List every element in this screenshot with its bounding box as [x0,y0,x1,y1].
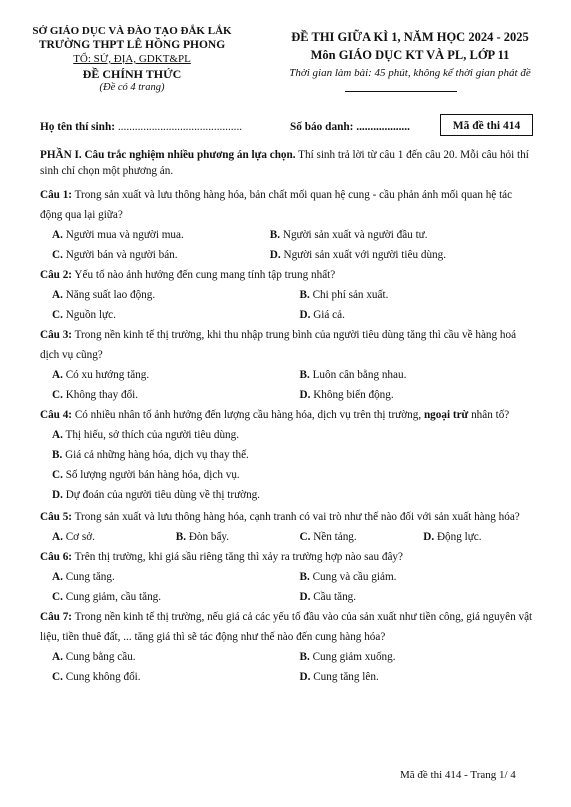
question-emphasis: ngoại trừ [423,409,469,421]
option-d[interactable]: D. Giá cả. [299,309,345,321]
school-name: TRƯỜNG THPT LÊ HỒNG PHONG [38,39,226,51]
question-5-options [40,527,535,547]
question-text: Trên thị trường, khi giá sầu riêng tăng thì xảy ra trường hợp nào sau đây? [72,551,403,563]
option-d[interactable]: D. Dự đoán của người tiêu dùng về thị trường. [52,489,261,501]
candidate-number-line [290,121,410,133]
part-1-description: Thí sinh trả lời từ câu 1 đến câu 20. Mỗi câu hỏi thí sinh chỉ chọn một phương án. [40,149,529,177]
school-header [12,24,252,95]
question-text: Trong sản xuất và lưu thông hàng hóa, cạnh tranh có vai trò như thế nào đối với sản xuất hàng hóa? [72,511,520,523]
question-7 [40,607,535,647]
pages-note: (Đề có 4 trang) [99,82,165,93]
question-4 [40,405,535,425]
option-b[interactable]: B. Chi phí sản xuất. [299,289,389,301]
question-1-options [40,225,535,245]
question-label: Câu 1: [40,189,73,201]
question-7-options [40,647,535,667]
group-name: TỔ: SỬ, ĐỊA, GDKT&PL [73,53,191,65]
option-a[interactable]: A. Cung bằng cầu. [52,651,136,663]
option-d[interactable]: D. Không biến động. [299,389,394,401]
exam-title: ĐỀ THI GIỮA KÌ 1, NĂM HỌC 2024 - 2025 [291,30,529,44]
part-1-title: PHẦN I. Câu trắc nghiệm nhiều phương án lựa chọn. [40,149,296,161]
option-b[interactable]: B. Cung và cầu giảm. [299,571,397,583]
question-1 [40,185,535,225]
question-label: Câu 7: [40,611,73,623]
option-b[interactable]: B. Luôn cân bằng nhau. [299,369,407,381]
question-6-options [40,567,535,587]
question-2-options [40,285,535,305]
option-a[interactable]: A. Người mua và người mua. [52,229,184,241]
part-1-intro [40,147,535,179]
option-b[interactable]: B. Đòn bẩy. [175,531,230,543]
question-2-options-row2 [40,305,535,325]
option-a[interactable]: A. Có xu hướng tăng. [52,369,150,381]
question-label: Câu 4: [40,409,73,421]
option-c[interactable]: C. Số lượng người bán hàng hóa, dịch vụ. [52,469,240,481]
subject-title: Môn GIÁO DỤC KT VÀ PL, LỚP 11 [310,48,510,62]
question-1-options-row2 [40,245,535,265]
option-d[interactable]: D. Cầu tăng. [299,591,357,603]
option-a[interactable]: A. Cung tăng. [52,571,115,583]
option-d[interactable]: D. Động lực. [423,531,482,543]
question-6-options-row2 [40,587,535,607]
question-label: Câu 3: [40,329,73,341]
option-b[interactable]: B. Người sản xuất và người đầu tư. [269,229,428,241]
option-a[interactable]: A. Thị hiếu, sở thích của người tiêu dùng. [52,429,240,441]
department-name: SỞ GIÁO DỤC VÀ ĐÀO TẠO ĐẮK LẮK [32,25,232,37]
question-text-end: nhân tố? [468,409,510,421]
question-label: Câu 2: [40,269,73,281]
option-a[interactable]: A. Cơ sở. [52,531,95,543]
question-7-options-row2 [40,667,535,687]
exam-header [255,28,565,82]
option-c[interactable]: C. Không thay đổi. [52,389,139,401]
question-text: Yếu tố nào ảnh hưởng đến cung mang tính tập trung nhất? [72,269,336,281]
question-3-options [40,365,535,385]
option-b[interactable]: B. Cung giảm xuống. [299,651,396,663]
option-d[interactable]: D. Người sản xuất với người tiêu dùng. [269,249,447,261]
option-c[interactable]: C. Nền tảng. [299,531,357,543]
candidate-name-label: Họ tên thí sinh: [40,121,116,133]
question-label: Câu 6: [40,551,73,563]
option-c[interactable]: C. Người bán và người bán. [52,249,178,261]
question-text: Trong sản xuất và lưu thông hàng hóa, bản chất mối quan hệ cung - cầu phản ánh mối quan hệ tác động qua lại giữa? [40,189,513,221]
candidate-number-dots: ................... [353,121,410,133]
option-c[interactable]: C. Nguồn lực. [52,309,116,321]
time-note: Thời gian làm bài: 45 phút, không kể thời gian phát đề [289,67,531,79]
option-c[interactable]: C. Cung giảm, cầu tăng. [52,591,162,603]
option-a[interactable]: A. Năng suất lao động. [52,289,156,301]
option-c[interactable]: C. Cung không đổi. [52,671,141,683]
question-3-options-row2 [40,385,535,405]
option-b[interactable]: B. Giá cả những hàng hóa, dịch vụ thay thế. [52,449,249,461]
question-3 [40,325,535,365]
question-2 [40,265,535,285]
question-6 [40,547,535,567]
candidate-number-label: Số báo danh: [290,121,354,133]
exam-content [40,147,535,687]
question-text: Trong nền kinh tế thị trường, khi thu nhập trung bình của người tiêu dùng tăng thì cầu về hàng hoá dịch vụ cũng? [40,329,517,361]
page-footer: Mã đề thi 414 - Trang 1/ 4 [400,769,516,781]
candidate-name-dots: ............................................ [115,121,243,133]
question-text: Trong nền kinh tế thị trường, nếu giá cả các yếu tố đầu vào của sản xuất như tiền công, giá nguyên vật liệu, tiền thuê đất, ... tăng giá thì sẽ tác động như thế nào đến cung hàng hóa? [40,611,533,643]
question-5 [40,507,535,527]
header-rule [345,91,457,92]
question-text: Có nhiều nhân tố ảnh hưởng đến lượng cầu hàng hóa, dịch vụ trên thị trường, [72,409,424,421]
candidate-name-line [40,121,242,133]
option-d[interactable]: D. Cung tăng lên. [299,671,379,683]
official-label: ĐỀ CHÍNH THỨC [82,67,182,81]
question-label: Câu 5: [40,511,73,523]
exam-code-box: Mã đề thi 414 [440,114,533,136]
